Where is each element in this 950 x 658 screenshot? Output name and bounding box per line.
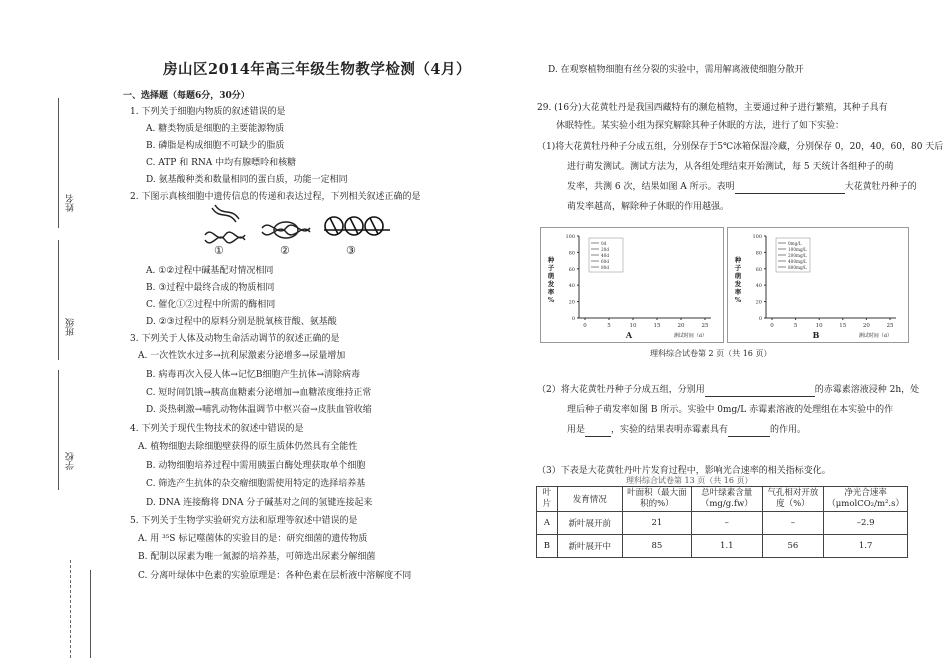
- answer-blank-1[interactable]: [735, 183, 845, 194]
- chart-a-panel-label: A: [625, 330, 633, 340]
- table-header: 总叶绿素含量（mg/g.fw）: [692, 487, 763, 512]
- cut-line: [70, 560, 71, 658]
- table-cell: 56: [762, 535, 824, 558]
- q2-option-d: D. ②③过程中的原料分别是脱氧核苷酸、氨基酸: [146, 317, 337, 327]
- chart-b-x-tick-label: 20: [862, 323, 870, 329]
- chart-a-x-tick-label: 25: [701, 323, 709, 329]
- chart-b-y-tick-label: 0: [758, 316, 762, 322]
- chart-a-y-label: %: [547, 296, 555, 304]
- figure-label-1: ①: [214, 244, 224, 257]
- page-title: 房山区2014年高三年级生物教学检测（4月）: [163, 61, 471, 78]
- page-footer-number: 理科综合试卷第 2 页（共 16 页）: [650, 349, 772, 358]
- q5-option-a: A. 用 ³⁵S 标记噬菌体的实验目的是：研究细菌的遗传物质: [138, 534, 368, 544]
- q29-part3-line: （3）下表是大花黄牡丹叶片发育过程中，影响光合速率的相关指标变化。: [537, 466, 831, 476]
- chart-b: [728, 228, 906, 340]
- page-footer-number-2: 理科综合试卷第 13 页（共 16 页）: [626, 476, 753, 485]
- margin-line-bottom: [90, 570, 91, 658]
- chart-a-legend-label: 60d: [601, 258, 610, 264]
- q2-option-b: B. ③过程中最终合成的物质相同: [146, 283, 275, 293]
- table-header-row: [537, 487, 908, 512]
- chart-b-x-tick-label: 25: [886, 323, 894, 329]
- figure-label-2: ②: [280, 244, 290, 257]
- chart-a-y-tick-label: 60: [568, 266, 575, 273]
- q5-option-c: C. 分离叶绿体中色素的实验原理是：各种色素在层析液中溶解度不同: [138, 571, 412, 581]
- q29-part1-line3: [567, 181, 917, 194]
- chart-b-y-label: 种: [734, 256, 742, 264]
- q29-part2-line3a: 用是: [567, 425, 586, 435]
- chart-b-panel-label: B: [812, 330, 820, 340]
- q29-part2-line3c: 的作用。: [770, 425, 807, 435]
- q29-part2-line2: 理后种子萌发率如图 B 所示。实验中 0mg/L 赤霉素溶液的处理组在本实验中的作: [567, 405, 894, 415]
- q2-option-c: C. 催化①②过程中所需的酶相同: [146, 300, 276, 310]
- chart-a-y-label: 种: [547, 256, 555, 264]
- chart-a-x-tick-label: 20: [677, 323, 685, 329]
- q2-stem: 2. 下图示真核细胞中遗传信息的传递和表达过程，下列相关叙述正确的是: [130, 192, 421, 202]
- q29-part2-line3: [567, 424, 806, 437]
- chart-a-x-tick-label: 10: [629, 323, 637, 329]
- chart-a-x-tick-label: 0: [583, 323, 587, 329]
- chart-a-y-tick-label: 100: [565, 234, 575, 240]
- margin-line-name: [58, 98, 59, 228]
- q3-option-c: C. 短时间饥饿→胰高血糖素分泌增加→血糖浓度维持正常: [146, 388, 372, 398]
- chart-b-x-tick-label: 0: [770, 323, 774, 329]
- q4-stem: 4. 下列关于现代生物技术的叙述中错误的是: [130, 424, 304, 434]
- q1-stem: 1. 下列关于细胞内物质的叙述错误的是: [130, 107, 286, 117]
- margin-line-class: [58, 240, 59, 360]
- table-cell: B: [537, 535, 558, 558]
- chart-b-y-tick-label: 20: [755, 299, 762, 306]
- chart-a-y-tick-label: 40: [568, 283, 575, 290]
- chart-a-legend-label: 40d: [601, 252, 610, 258]
- margin-line-school: [58, 370, 59, 490]
- table-cell: 85: [622, 535, 691, 558]
- chart-a: [541, 228, 721, 340]
- replication-diagram: [205, 205, 245, 243]
- chart-a-y-label: 子: [547, 264, 555, 272]
- q29-line2: 休眠特性。某实验小组为探究解除其种子休眠的方法，进行了如下实验：: [556, 121, 845, 131]
- q29-part1-line3b: 大花黄牡丹种子的: [844, 182, 917, 192]
- table-cell: 1.1: [692, 535, 763, 558]
- q1-option-c: C. ATP 和 RNA 中均有腺嘌呤和核糖: [146, 158, 297, 168]
- q4-option-d: D. DNA 连接酶将 DNA 分子碱基对之间的氢键连接起来: [146, 498, 373, 508]
- q29-part2-line1a: （2）将大花黄牡丹种子分成五组，分别用: [537, 385, 705, 395]
- q1-option-d: D. 氨基酸种类和数量相同的蛋白质，功能一定相同: [146, 175, 348, 185]
- gene-expression-figure: [200, 200, 400, 260]
- q1-option-b: B. 磷脂是构成细胞不可缺少的脂质: [146, 141, 285, 151]
- answer-blank-2[interactable]: [705, 386, 815, 397]
- margin-label-school: 学校: [66, 452, 76, 470]
- q29-part1-line3a: 发率，共测 6 次，结果如图 A 所示。表明: [567, 182, 735, 192]
- chart-a-legend-label: 80d: [601, 264, 610, 270]
- chart-a-y-tick-label: 20: [568, 299, 575, 306]
- q4-option-b: B. 动物细胞培养过程中需用胰蛋白酶处理获取单个细胞: [146, 461, 366, 471]
- table-cell: 1.7: [824, 535, 908, 558]
- q2-option-a: A. ①②过程中碱基配对情况相同: [146, 266, 274, 276]
- chart-b-y-tick-label: 80: [755, 250, 762, 257]
- chart-a-y-tick-label: 80: [568, 250, 575, 257]
- chart-a-x-label: 测试时间（d）: [673, 333, 707, 339]
- chart-b-x-tick-label: 5: [793, 323, 798, 329]
- chart-b-legend-label: 0mg/L: [788, 240, 802, 246]
- q29-part1-line4: 萌发率越高，解除种子休眠的作用越强。: [567, 202, 730, 212]
- chart-b-y-label: 萌: [734, 272, 742, 280]
- chart-b-y-label: 率: [734, 288, 742, 296]
- q29-part2-line1: [537, 384, 919, 397]
- chart-b-y-tick-label: 40: [755, 283, 762, 290]
- table-cell: 新叶展开前: [557, 512, 622, 535]
- chart-b-legend-label: 200mg/L: [788, 252, 807, 258]
- q29-part2-line1b: 的赤霉素溶液浸种 2h，处: [814, 385, 920, 395]
- table-cell: 新叶展开中: [557, 535, 622, 558]
- q4-option-a: A. 植物细胞去除细胞壁获得的原生质体仍然具有全能性: [138, 442, 358, 452]
- table-row: [537, 512, 908, 535]
- chart-a-y-label: 萌: [547, 272, 555, 280]
- answer-blank-4[interactable]: [728, 426, 770, 437]
- chart-a-y-tick-label: 0: [571, 316, 575, 322]
- leaf-data-table: [536, 486, 908, 558]
- q3-stem: 3. 下列关于人体及动物生命活动调节的叙述正确的是: [130, 334, 340, 344]
- translation-diagram: [324, 217, 390, 235]
- q3-option-b: B. 病毒再次入侵人体→记忆B细胞产生抗体→清除病毒: [146, 370, 361, 380]
- chart-a-x-tick-label: 15: [653, 323, 661, 329]
- chart-a-x-tick-label: 5: [607, 323, 611, 329]
- answer-blank-3[interactable]: [585, 426, 611, 437]
- chart-b-x-tick-label: 10: [815, 323, 823, 329]
- q29-part1-line2: 进行萌发测试。测试方法为，从各组处理结束开始测试，每 5 天统计各组种子的萌: [567, 162, 894, 172]
- chart-b-y-label: 发: [734, 280, 742, 288]
- chart-b-y-tick-label: 100: [752, 234, 762, 240]
- table-header: 气孔相对开放度（%）: [762, 487, 824, 512]
- chart-b-x-label: 测试时间（d）: [858, 333, 892, 339]
- table-cell: 21: [622, 512, 691, 535]
- chart-b-y-tick-label: 60: [755, 266, 762, 273]
- table-cell: –: [692, 512, 763, 535]
- table-header: 发育情况: [557, 487, 622, 512]
- q3-option-a: A. 一次性饮水过多→抗利尿激素分泌增多→尿量增加: [138, 351, 346, 361]
- table-header: 叶面积（最大面积的%）: [622, 487, 691, 512]
- chart-a-legend-label: 20d: [601, 246, 610, 252]
- chart-b-y-label: 子: [734, 264, 742, 272]
- q5-option-d: D. 在观察植物细胞有丝分裂的实验中，需用解离液使细胞分散开: [548, 65, 804, 75]
- q29-part2-line3b: ，实验的结果表明赤霉素具有: [611, 425, 729, 435]
- q5-stem: 5. 下列关于生物学实验研究方法和原理等叙述中错误的是: [130, 516, 358, 526]
- transcription-diagram: [262, 222, 310, 238]
- chart-b-legend-label: 100mg/L: [788, 246, 807, 252]
- table-cell: A: [537, 512, 558, 535]
- section-heading: 一、选择题（每题6分，30分）: [123, 91, 250, 101]
- chart-a-y-label: 率: [547, 288, 555, 296]
- margin-label-class: 班级: [66, 318, 76, 336]
- chart-a-y-label: 发: [547, 280, 555, 288]
- chart-b-legend-label: 400mg/L: [788, 258, 807, 264]
- chart-a-legend-label: 0d: [601, 240, 607, 246]
- chart-b-x-tick-label: 15: [839, 323, 847, 329]
- chart-b-legend-label: 800mg/L: [788, 264, 807, 270]
- q5-option-b: B. 配制以尿素为唯一氮源的培养基，可筛选出尿素分解细菌: [138, 552, 376, 562]
- q4-option-c: C. 筛选产生抗体的杂交瘤细胞需使用特定的选择培养基: [146, 479, 366, 489]
- table-header: 净光合速率（μmolCO₂/m².s）: [824, 487, 908, 512]
- margin-label-name: 姓名: [66, 194, 76, 212]
- table-row: [537, 535, 908, 558]
- q29-part1-line1: （1)将大花黄牡丹种子分成五组，分别保存于5℃冰箱保湿冷藏，分别保存 0，20，40，60，80 天后: [537, 142, 944, 152]
- chart-b-y-label: %: [734, 296, 742, 304]
- q3-option-d: D. 炎热刺激→哺乳动物体温调节中枢兴奋→皮肤血管收缩: [146, 405, 372, 415]
- q1-option-a: A. 糖类物质是细胞的主要能源物质: [146, 124, 285, 134]
- table-cell: –: [762, 512, 824, 535]
- q29-line1: 29. (16分)大花黄牡丹是我国西藏特有的濒危植物，主要通过种子进行繁殖，其种子具有: [537, 103, 888, 113]
- table-header: 叶片: [537, 487, 558, 512]
- figure-label-3: ③: [346, 244, 356, 257]
- table-cell: –2.9: [824, 512, 908, 535]
